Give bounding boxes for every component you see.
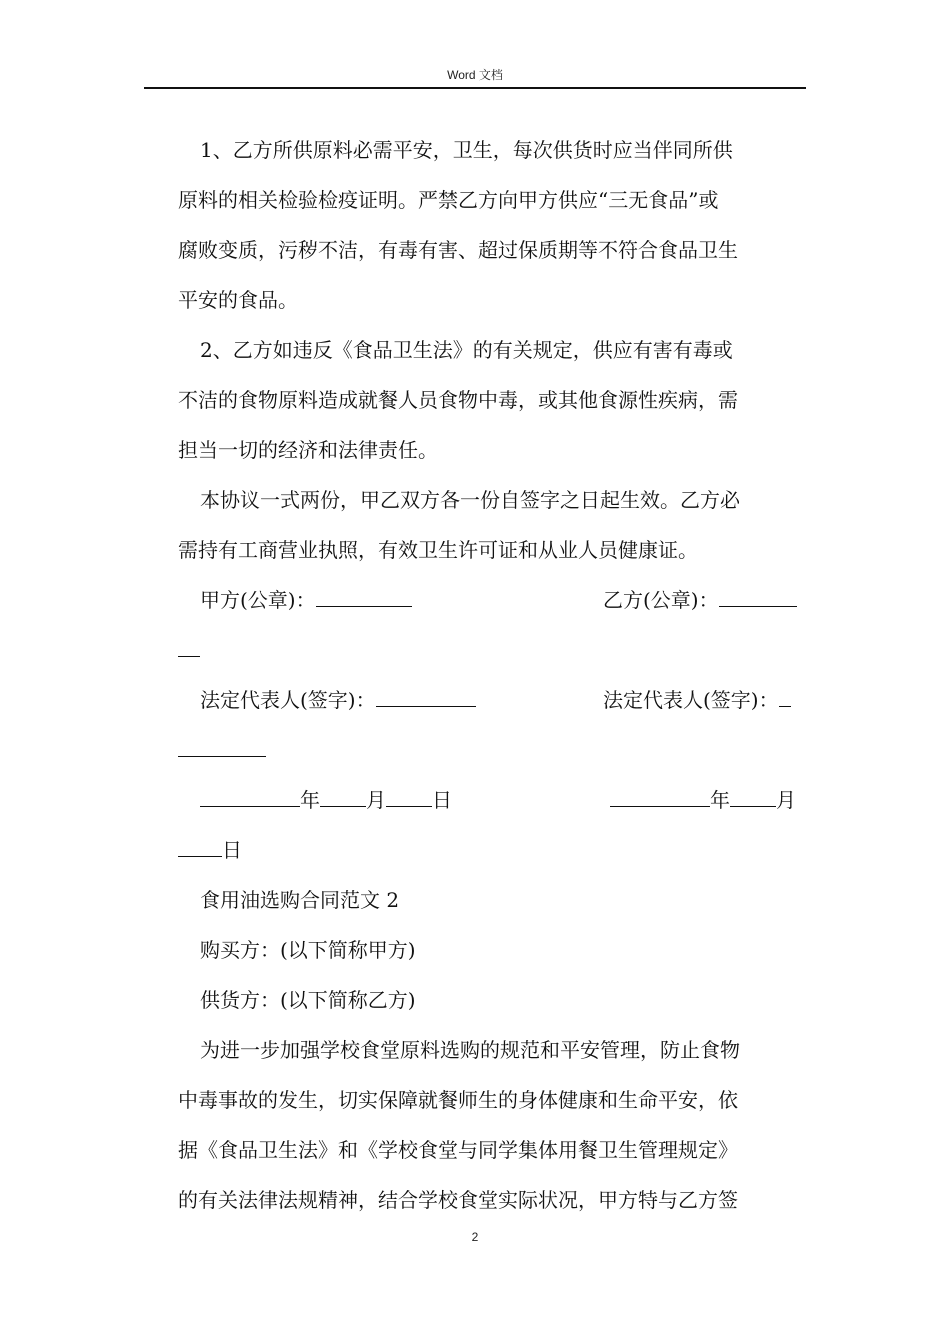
signature-blank	[178, 636, 200, 657]
party-a-date-line	[200, 786, 500, 814]
party-a-seal-label: 甲方(公章)：	[200, 588, 316, 612]
paragraph-line: 本协议一式两份，甲乙双方各一份自签字之日起生效。乙方必	[200, 488, 740, 512]
paragraph-line: 2、乙方如违反《食品卫生法》的有关规定，供应有害有毒或	[200, 338, 733, 362]
party-a-rep-line	[200, 686, 500, 714]
buyer-line: 购买方：(以下简称甲方)	[200, 938, 416, 962]
signature-continuation	[178, 736, 278, 764]
paragraph-line: 平安的食品。	[178, 288, 298, 312]
signature-blank	[316, 586, 412, 607]
paragraph-line: 不洁的食物原料造成就餐人员食物中毒，或其他食源性疾病，需	[178, 388, 738, 412]
party-a-rep-label: 法定代表人(签字)：	[200, 688, 376, 712]
party-b-rep-label: 法定代表人(签字)：	[603, 688, 779, 712]
date-blank	[178, 836, 222, 857]
party-b-date-continuation	[178, 836, 258, 864]
party-b-date-line	[610, 786, 810, 814]
party-b-rep-line	[603, 686, 813, 714]
header-divider	[144, 87, 806, 89]
date-blank	[320, 786, 366, 807]
paragraph-line: 腐败变质，污秽不洁，有毒有害、超过保质期等不符合食品卫生	[178, 238, 738, 262]
paragraph-line: 原料的相关检验检疫证明。严禁乙方向甲方供应“三无食品”或	[178, 188, 719, 212]
date-blank	[610, 786, 710, 807]
party-b-seal-line	[603, 586, 813, 614]
paragraph-line: 中毒事故的发生，切实保障就餐师生的身体健康和生命平安，依	[178, 1088, 738, 1112]
date-blank	[200, 786, 300, 807]
party-b-seal-label: 乙方(公章)：	[603, 588, 719, 612]
signature-blank	[178, 736, 266, 757]
section-title: 食用油选购合同范文 2	[200, 888, 400, 912]
page-number: 2	[471, 1230, 479, 1244]
paragraph-line: 的有关法律法规精神，结合学校食堂实际状况，甲方特与乙方签	[178, 1188, 738, 1212]
supplier-line: 供货方：(以下简称乙方)	[200, 988, 416, 1012]
paragraph-line: 据《食品卫生法》和《学校食堂与同学集体用餐卫生管理规定》	[178, 1138, 738, 1162]
paragraph-line: 需持有工商营业执照，有效卫生许可证和从业人员健康证。	[178, 538, 698, 562]
signature-blank	[719, 586, 797, 607]
signature-blank	[779, 686, 791, 707]
signature-continuation	[178, 636, 218, 664]
paragraph-line: 1、乙方所供原料必需平安，卫生，每次供货时应当伴同所供	[200, 138, 733, 162]
day-label: 日	[432, 788, 452, 812]
paragraph-line: 为进一步加强学校食堂原料选购的规范和平安管理，防止食物	[200, 1038, 740, 1062]
date-blank	[386, 786, 432, 807]
page-header: Word 文档	[447, 68, 503, 82]
year-label: 年	[710, 788, 730, 812]
day-label: 日	[222, 838, 242, 862]
signature-blank	[376, 686, 476, 707]
party-a-seal-line	[200, 586, 460, 614]
year-label: 年	[300, 788, 320, 812]
month-label: 月	[776, 788, 796, 812]
date-blank	[730, 786, 776, 807]
paragraph-line: 担当一切的经济和法律责任。	[178, 438, 438, 462]
month-label: 月	[366, 788, 386, 812]
